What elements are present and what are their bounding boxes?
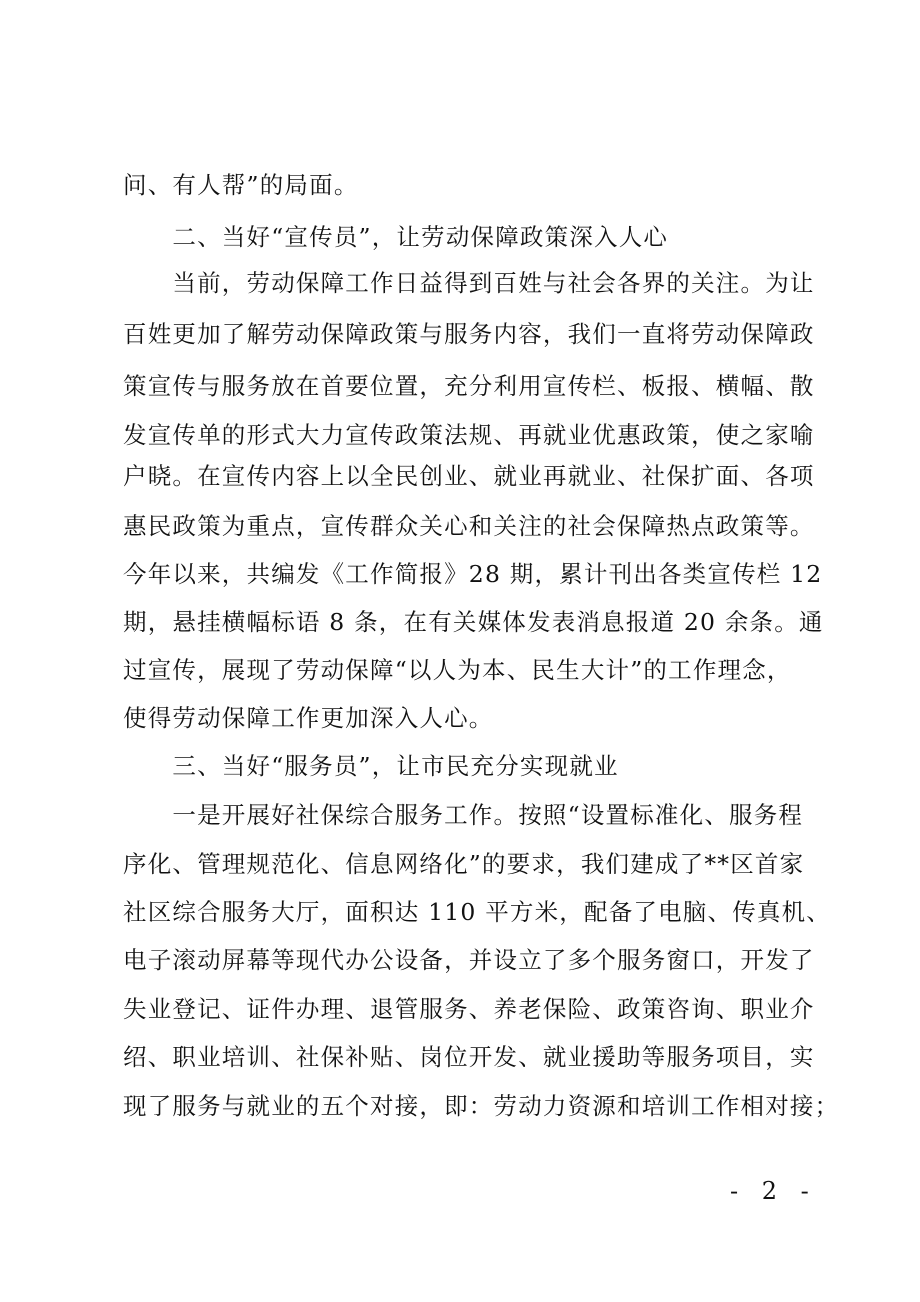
paragraph-line: 过宣传，展现了劳动保障“以人为本、民生大计”的工作理念，: [123, 656, 792, 684]
paragraph-line: 使得劳动保障工作更加深入人心。: [123, 704, 494, 732]
paragraph-line: 现了服务与就业的五个对接，即：劳动力资源和培训工作相对接；: [123, 1092, 840, 1120]
paragraph-line: 绍、职业培训、社保补贴、岗位开发、就业援助等服务项目，实: [123, 1043, 815, 1071]
paragraph-line: 惠民政策为重点，宣传群众关心和关注的社会保障热点政策等。: [123, 512, 815, 540]
paragraph-line: 失业登记、证件办理、退管服务、养老保险、政策咨询、职业介: [123, 995, 815, 1023]
paragraph-line: 当前，劳动保障工作日益得到百姓与社会各界的关注。为让: [123, 269, 815, 297]
paragraph-line: 策宣传与服务放在首要位置，充分利用宣传栏、板报、横幅、散: [123, 372, 815, 400]
paragraph-line: 今年以来，共编发《工作简报》28 期，累计刊出各类宣传栏 12: [123, 560, 823, 588]
paragraph-line: 期，悬挂横幅标语 8 条，在有关媒体发表消息报道 20 余条。通: [123, 608, 824, 636]
paragraph-line: 序化、管理规范化、信息网络化”的要求，我们建成了**区首家: [123, 850, 805, 878]
section-heading-2: 二、当好“宣传员”，让劳动保障政策深入人心: [123, 223, 669, 251]
paragraph-line: 一是开展好社保综合服务工作。按照“设置标准化、服务程: [123, 801, 804, 829]
paragraph-line: 户晓。在宣传内容上以全民创业、就业再就业、社保扩面、各项: [123, 462, 815, 490]
paragraph-line: 电子滚动屏幕等现代办公设备，并设立了多个服务窗口，开发了: [123, 946, 815, 974]
paragraph-line: 问、有人帮”的局面。: [123, 171, 359, 199]
paragraph-line: 百姓更加了解劳动保障政策与服务内容，我们一直将劳动保障政: [123, 320, 815, 348]
section-heading-3: 三、当好“服务员”，让市民充分实现就业: [123, 752, 619, 780]
paragraph-line: 发宣传单的形式大力宣传政策法规、再就业优惠政策，使之家喻: [123, 421, 815, 449]
page-number: - 2 -: [730, 1177, 817, 1205]
paragraph-line: 社区综合服务大厅，面积达 110 平方米，配备了电脑、传真机、: [123, 898, 831, 926]
